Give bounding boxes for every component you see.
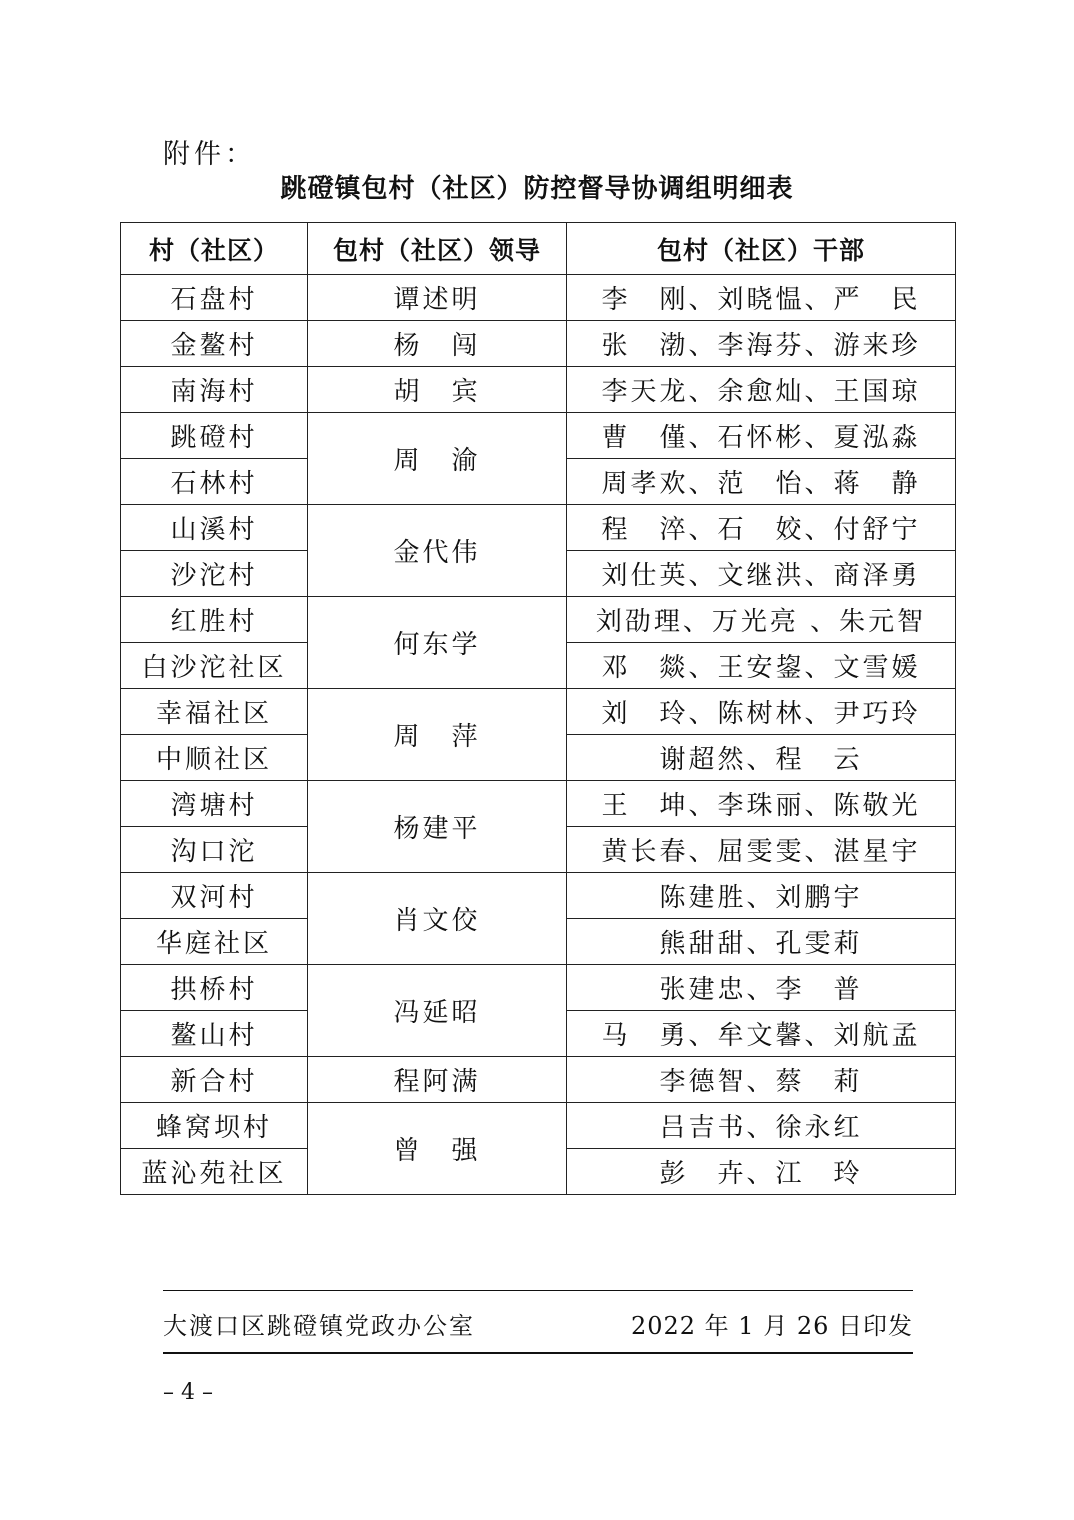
table-header-row: [121, 223, 956, 275]
table-row: [121, 275, 956, 321]
table-row: [121, 413, 956, 459]
cadres-cell: 邓 燚、王安鋆、文雪媛: [567, 643, 956, 689]
table-row: [121, 689, 956, 735]
table-row: [121, 965, 956, 1011]
village-cell: 中顺社区: [121, 735, 308, 781]
cadres-cell: 曹 僅、石怀彬、夏泓淼: [567, 413, 956, 459]
village-cell: 沟口沱: [121, 827, 308, 873]
village-cell: 石林村: [121, 459, 308, 505]
table-body: [121, 275, 956, 1195]
cadres-cell: 谢超然、程 云: [567, 735, 956, 781]
village-cell: 金鳌村: [121, 321, 308, 367]
cadres-cell: 马 勇、牟文馨、刘航孟: [567, 1011, 956, 1057]
cadres-cell: 王 坤、李珠丽、陈敬光: [567, 781, 956, 827]
cadres-cell: 黄长春、屈雯雯、湛星宇: [567, 827, 956, 873]
table-row: [121, 1103, 956, 1149]
footer-top-rule: [163, 1290, 913, 1291]
village-cell: 新合村: [121, 1057, 308, 1103]
table-row: [121, 1057, 956, 1103]
table-row: [121, 321, 956, 367]
village-cell: 蜂窝坝村: [121, 1103, 308, 1149]
leader-cell: 杨 闯: [308, 321, 567, 367]
village-cell: 白沙沱社区: [121, 643, 308, 689]
leader-cell: 金代伟: [308, 505, 567, 597]
cadres-cell: 周孝欢、范 怡、蒋 静: [567, 459, 956, 505]
cadres-cell: 李德智、蔡 莉: [567, 1057, 956, 1103]
table-row: [121, 873, 956, 919]
header-village: 村（社区）: [121, 223, 308, 275]
leader-cell: 周 渝: [308, 413, 567, 505]
cadres-cell: 吕吉书、徐永红: [567, 1103, 956, 1149]
leader-cell: 周 萍: [308, 689, 567, 781]
attachment-label: 附件：: [163, 139, 256, 170]
village-cell: 红胜村: [121, 597, 308, 643]
cadres-cell: 李天龙、余愈灿、王国琼: [567, 367, 956, 413]
village-cell: 石盘村: [121, 275, 308, 321]
cadres-cell: 刘仕英、文继洪、商泽勇: [567, 551, 956, 597]
cadres-cell: 张 渤、李海芬、游来珍: [567, 321, 956, 367]
cadres-cell: 彭 卉、江 玲: [567, 1149, 956, 1195]
header-leader: 包村（社区）领导: [308, 223, 567, 275]
leader-cell: 杨建平: [308, 781, 567, 873]
leader-cell: 谭述明: [308, 275, 567, 321]
table-row: [121, 597, 956, 643]
village-cell: 鳌山村: [121, 1011, 308, 1057]
leader-cell: 肖文佼: [308, 873, 567, 965]
leader-cell: 冯延昭: [308, 965, 567, 1057]
cadres-cell: 熊甜甜、孔雯莉: [567, 919, 956, 965]
village-cell: 湾塘村: [121, 781, 308, 827]
cadres-cell: 张建忠、李 普: [567, 965, 956, 1011]
cadres-cell: 陈建胜、刘鹏宇: [567, 873, 956, 919]
inspection-group-table: [120, 222, 956, 1195]
leader-cell: 何东学: [308, 597, 567, 689]
village-cell: 拱桥村: [121, 965, 308, 1011]
cadres-cell: 程 淬、石 姣、付舒宁: [567, 505, 956, 551]
table-row: [121, 367, 956, 413]
issue-date: 2022 年 1 月 26 日印发: [630, 1312, 913, 1340]
page-number: – 4 –: [163, 1380, 213, 1405]
cadres-cell: 刘 玲、陈树林、尹巧玲: [567, 689, 956, 735]
village-cell: 沙沱村: [121, 551, 308, 597]
table-row: [121, 505, 956, 551]
header-cadres: 包村（社区）干部: [567, 223, 956, 275]
village-cell: 南海村: [121, 367, 308, 413]
village-cell: 跳磴村: [121, 413, 308, 459]
village-cell: 幸福社区: [121, 689, 308, 735]
leader-cell: 程阿满: [308, 1057, 567, 1103]
cadres-cell: 刘劭理、万光亮 、朱元智: [567, 597, 956, 643]
cadres-cell: 李 刚、刘晓愠、严 民: [567, 275, 956, 321]
table-row: [121, 781, 956, 827]
document-title: 跳磴镇包村（社区）防控督导协调组明细表: [280, 174, 794, 204]
leader-cell: 曾 强: [308, 1103, 567, 1195]
leader-cell: 胡 宾: [308, 367, 567, 413]
village-cell: 华庭社区: [121, 919, 308, 965]
village-cell: 蓝沁苑社区: [121, 1149, 308, 1195]
village-cell: 山溪村: [121, 505, 308, 551]
issuer-office: 大渡口区跳磴镇党政办公室: [163, 1312, 475, 1340]
village-cell: 双河村: [121, 873, 308, 919]
footer-bottom-rule: [163, 1352, 913, 1354]
